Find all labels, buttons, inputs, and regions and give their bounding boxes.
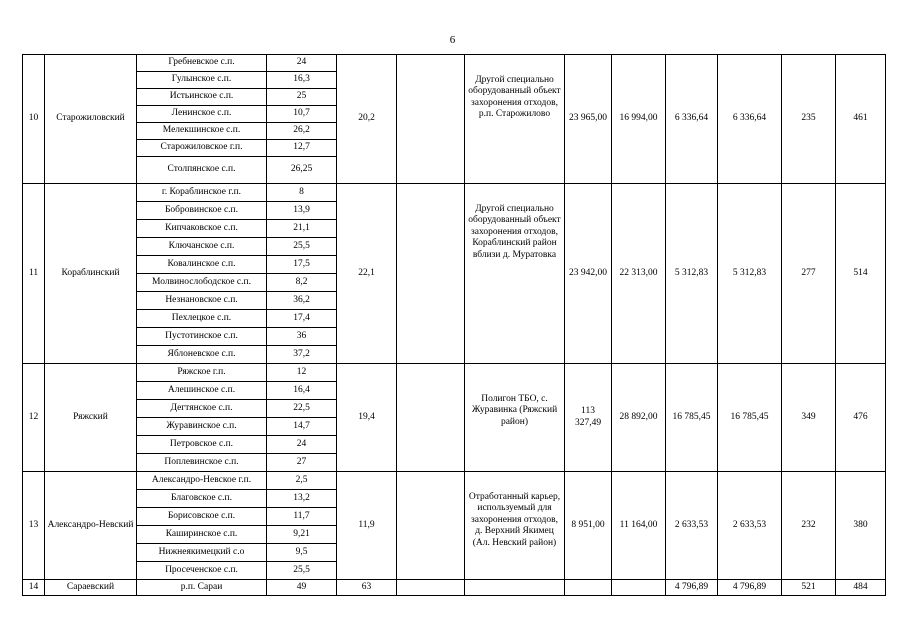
settlement-value: 22,5 <box>267 400 337 418</box>
settlement-name: Поплевинское с.п. <box>137 454 267 472</box>
value-cell: 380 <box>836 472 886 580</box>
value-cell: 16 785,45 <box>718 364 782 472</box>
value-cell: 113 327,49 <box>565 364 612 472</box>
value-cell: 235 <box>782 55 836 184</box>
value-cell: 2 633,53 <box>718 472 782 580</box>
empty-cell <box>397 184 465 364</box>
settlement-value: 24 <box>267 55 337 72</box>
row-number: 11 <box>23 184 45 364</box>
settlement-name: Ленинское с.п. <box>137 106 267 123</box>
value-cell: 476 <box>836 364 886 472</box>
settlement-value: 9,5 <box>267 544 337 562</box>
row-number: 12 <box>23 364 45 472</box>
district-name: Старожиловский <box>45 55 137 184</box>
value-cell: 461 <box>836 55 886 184</box>
settlement-name: Старожиловское г.п. <box>137 140 267 157</box>
average-value: 22,1 <box>337 184 397 364</box>
table-row <box>23 55 886 72</box>
settlement-name: Борисовское с.п. <box>137 508 267 526</box>
value-cell: 16 994,00 <box>612 55 666 184</box>
table-row <box>23 580 886 596</box>
settlement-name: Незнановское с.п. <box>137 292 267 310</box>
settlement-value: 17,5 <box>267 256 337 274</box>
value-cell: 2 633,53 <box>666 472 718 580</box>
row-number: 14 <box>23 580 45 596</box>
settlement-value: 11,7 <box>267 508 337 526</box>
value-cell: 6 336,64 <box>666 55 718 184</box>
value-cell <box>612 580 666 596</box>
settlement-value: 24 <box>267 436 337 454</box>
district-name: Александро-Невский <box>45 472 137 580</box>
settlement-name: г. Кораблинское г.п. <box>137 184 267 202</box>
settlement-name: Молвинослободское с.п. <box>137 274 267 292</box>
settlement-value: 27 <box>267 454 337 472</box>
settlement-value: 14,7 <box>267 418 337 436</box>
waste-object: Другой специально оборудованный объект захоронения отходов, Кораблинский район вблизи д. Муратовка <box>465 184 565 364</box>
table-row <box>23 472 886 490</box>
average-value: 11,9 <box>337 472 397 580</box>
settlement-value: 36 <box>267 328 337 346</box>
settlement-name: Ключанское с.п. <box>137 238 267 256</box>
settlement-value: 8,2 <box>267 274 337 292</box>
settlement-value: 13,9 <box>267 202 337 220</box>
settlement-name: Журавинское с.п. <box>137 418 267 436</box>
value-cell: 6 336,64 <box>718 55 782 184</box>
settlement-name: Алешинское с.п. <box>137 382 267 400</box>
settlement-name: Петровское с.п. <box>137 436 267 454</box>
page-number: 6 <box>449 34 456 46</box>
settlement-name: Просеченское с.п. <box>137 562 267 580</box>
settlement-value: 8 <box>267 184 337 202</box>
empty-cell <box>397 364 465 472</box>
value-cell: 232 <box>782 472 836 580</box>
settlement-value: 9,21 <box>267 526 337 544</box>
value-cell: 22 313,00 <box>612 184 666 364</box>
value-cell: 521 <box>782 580 836 596</box>
settlement-value: 49 <box>267 580 337 596</box>
settlement-value: 13,2 <box>267 490 337 508</box>
settlement-value: 16,3 <box>267 72 337 89</box>
settlement-value: 36,2 <box>267 292 337 310</box>
empty-cell <box>397 55 465 184</box>
value-cell: 514 <box>836 184 886 364</box>
value-cell: 5 312,83 <box>666 184 718 364</box>
settlement-name: Столпянское с.п. <box>137 157 267 184</box>
settlement-name: Яблоневское с.п. <box>137 346 267 364</box>
waste-object: Полигон ТБО, с. Журавинка (Ряжский район) <box>465 364 565 472</box>
table-row <box>23 184 886 202</box>
table-row <box>23 364 886 382</box>
settlement-value: 16,4 <box>267 382 337 400</box>
empty-cell <box>397 580 465 596</box>
value-cell: 484 <box>836 580 886 596</box>
settlement-name: р.п. Сараи <box>137 580 267 596</box>
value-cell: 8 951,00 <box>565 472 612 580</box>
value-cell: 4 796,89 <box>666 580 718 596</box>
value-cell: 23 965,00 <box>565 55 612 184</box>
value-cell: 349 <box>782 364 836 472</box>
settlement-name: Гребневское с.п. <box>137 55 267 72</box>
value-cell: 277 <box>782 184 836 364</box>
settlement-value: 25,5 <box>267 238 337 256</box>
value-cell: 11 164,00 <box>612 472 666 580</box>
settlement-name: Ковалинское с.п. <box>137 256 267 274</box>
settlement-name: Ряжское г.п. <box>137 364 267 382</box>
waste-object <box>465 580 565 596</box>
settlement-value: 17,4 <box>267 310 337 328</box>
settlement-value: 12 <box>267 364 337 382</box>
district-name: Кораблинский <box>45 184 137 364</box>
settlement-value: 12,7 <box>267 140 337 157</box>
settlement-name: Бобровинское с.п. <box>137 202 267 220</box>
settlement-name: Мелекшинское с.п. <box>137 123 267 140</box>
average-value: 19,4 <box>337 364 397 472</box>
settlement-value: 10,7 <box>267 106 337 123</box>
settlement-name: Каширинское с.п. <box>137 526 267 544</box>
settlement-name: Истьинское с.п. <box>137 89 267 106</box>
settlement-value: 25,5 <box>267 562 337 580</box>
settlement-name: Благовское с.п. <box>137 490 267 508</box>
waste-object: Другой специально оборудованный объект захоронения отходов, р.п. Старожилово <box>465 55 565 184</box>
settlement-name: Александро-Невское г.п. <box>137 472 267 490</box>
value-cell: 23 942,00 <box>565 184 612 364</box>
value-cell: 28 892,00 <box>612 364 666 472</box>
waste-object: Отработанный карьер, используемый для захоронения отходов, д. Верхний Якимец (Ал. Невский район) <box>465 472 565 580</box>
row-number: 10 <box>23 55 45 184</box>
average-value: 63 <box>337 580 397 596</box>
settlement-value: 21,1 <box>267 220 337 238</box>
settlement-name: Нижнеякимецкий с.о <box>137 544 267 562</box>
settlement-name: Пустотинское с.п. <box>137 328 267 346</box>
settlement-name: Пехлецкое с.п. <box>137 310 267 328</box>
settlement-value: 26,2 <box>267 123 337 140</box>
settlement-name: Дегтянское с.п. <box>137 400 267 418</box>
data-table <box>22 54 886 596</box>
settlement-value: 2,5 <box>267 472 337 490</box>
average-value: 20,2 <box>337 55 397 184</box>
empty-cell <box>397 472 465 580</box>
value-cell: 16 785,45 <box>666 364 718 472</box>
settlement-value: 25 <box>267 89 337 106</box>
settlement-name: Гулынское с.п. <box>137 72 267 89</box>
settlement-value: 26,25 <box>267 157 337 184</box>
value-cell: 5 312,83 <box>718 184 782 364</box>
settlement-name: Кипчаковское с.п. <box>137 220 267 238</box>
row-number: 13 <box>23 472 45 580</box>
district-name: Ряжский <box>45 364 137 472</box>
value-cell <box>565 580 612 596</box>
district-name: Сараевский <box>45 580 137 596</box>
settlement-value: 37,2 <box>267 346 337 364</box>
value-cell: 4 796,89 <box>718 580 782 596</box>
